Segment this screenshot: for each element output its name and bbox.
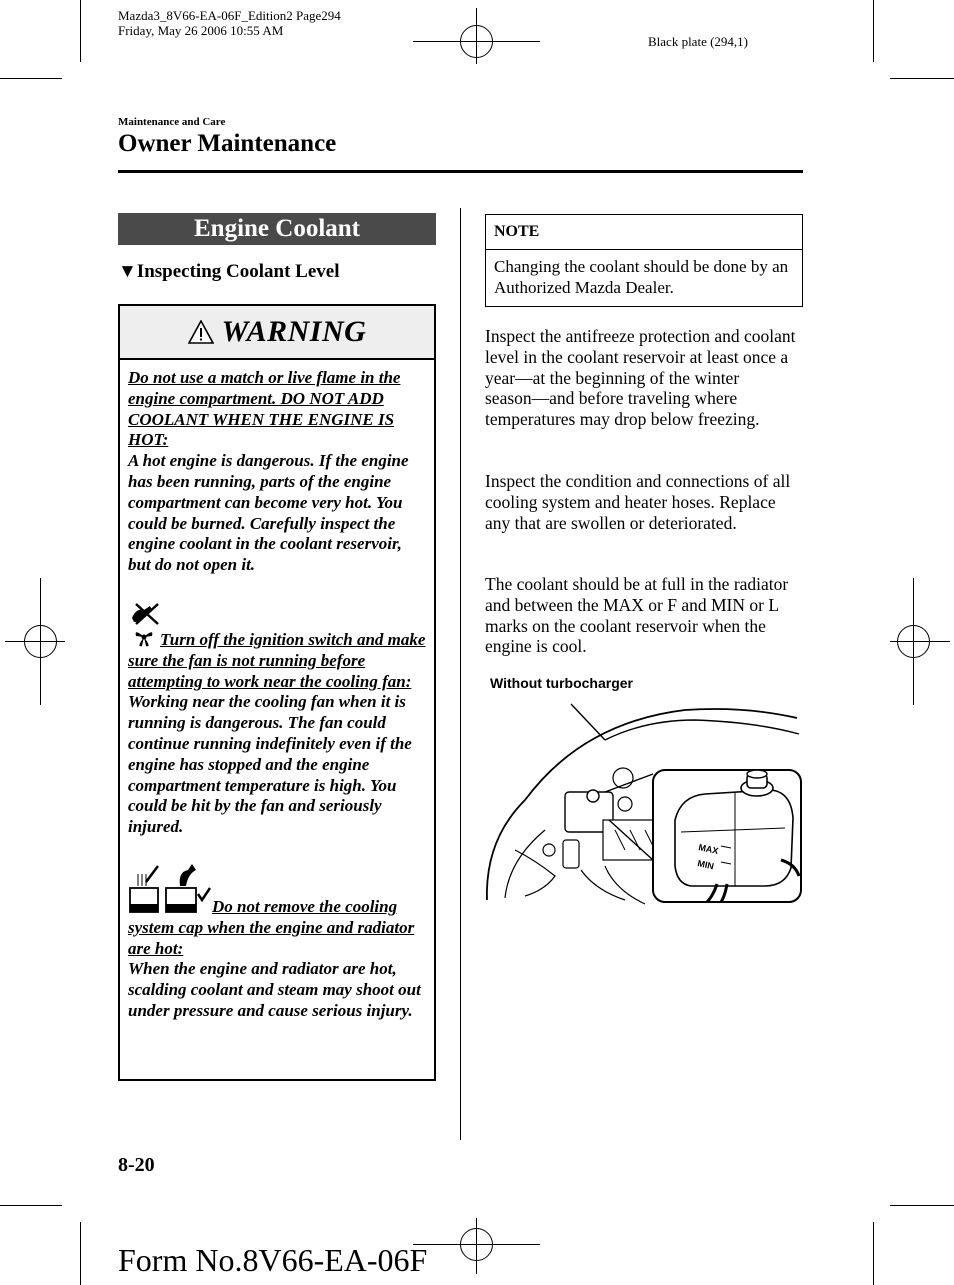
section-banner: Engine Coolant (118, 213, 436, 245)
fan-icon (128, 626, 160, 648)
warning-title: WARNING (221, 315, 367, 348)
paragraph-coolant-level: The coolant should be at full in the radiator and between the MAX or F and MIN or L marks on the coolant reservoir when the engine is cool. (485, 574, 789, 657)
page-number: 8-20 (118, 1154, 155, 1176)
column-divider (460, 208, 461, 1140)
coolant-reservoir-illustration (485, 700, 803, 906)
warning-item-1-body: A hot engine is dangerous. If the engine has been running, parts of the engine compartment can become very hot. You could be burned. Carefully inspect the engine coolant in the coolant reservoir, but do not open it. (128, 451, 409, 575)
warning-item-2-heading: Turn off the ignition switch and make sure the fan is not running before attempting to work near the cooling fan: (128, 629, 426, 691)
warning-item-2-body: Working near the cooling fan when it is running is dangerous. The fan could continue running indefinitely even if the engine has stopped and the engine compartment temperature is high. You could be hit by the fan and seriously injured. (128, 692, 412, 837)
page-title: Owner Maintenance (118, 130, 337, 157)
figure-label: Without turbocharger (490, 675, 633, 691)
note-text: Changing the coolant should be done by an Authorized Mazda Dealer. (494, 257, 789, 297)
paragraph-inspect-antifreeze: Inspect the antifreeze protection and coolant level in the coolant reservoir at least once a year―at the beginning of the winter season―and before traveling where temperatures may drop below freezing. (485, 326, 796, 430)
note-title: NOTE (486, 215, 802, 250)
note-box (485, 214, 803, 307)
warning-box (118, 304, 436, 1081)
subsection-heading: ▼Inspecting Coolant Level (118, 261, 340, 282)
warning-header (120, 306, 434, 360)
paragraph-inspect-hoses: Inspect the condition and connections of all cooling system and heater hoses. Replace any that are swollen or deteriorated. (485, 471, 791, 533)
form-number: Form No.8V66-EA-06F (118, 1242, 428, 1278)
print-meta-line2: Friday, May 26 2006 10:55 AM (118, 23, 284, 38)
warning-body (120, 360, 434, 1030)
warning-item-3-body: When the engine and radiator are hot, scalding coolant and steam may shoot out under pressure and cause serious injury. (128, 959, 421, 1020)
hot-radiator-cap-icon (128, 860, 212, 916)
warning-item-1-heading: Do not use a match or live flame in the engine compartment. DO NOT ADD COOLANT WHEN THE ENGINE IS HOT: (128, 368, 401, 450)
no-hand-icon (128, 602, 164, 626)
title-rule (118, 170, 803, 173)
print-meta (118, 8, 341, 38)
section-label: Maintenance and Care (118, 116, 226, 128)
min-mark-label: MIN (696, 858, 715, 872)
max-mark-label: MAX (697, 842, 720, 857)
warning-triangle-icon (188, 320, 214, 344)
print-meta-line1: Mazda3_8V66-EA-06F_Edition2 Page294 (118, 8, 341, 23)
warning-item-3-heading: Do not remove the cooling system cap when the engine and radiator are hot: (128, 896, 415, 958)
plate-label: Black plate (294,1) (648, 34, 748, 49)
